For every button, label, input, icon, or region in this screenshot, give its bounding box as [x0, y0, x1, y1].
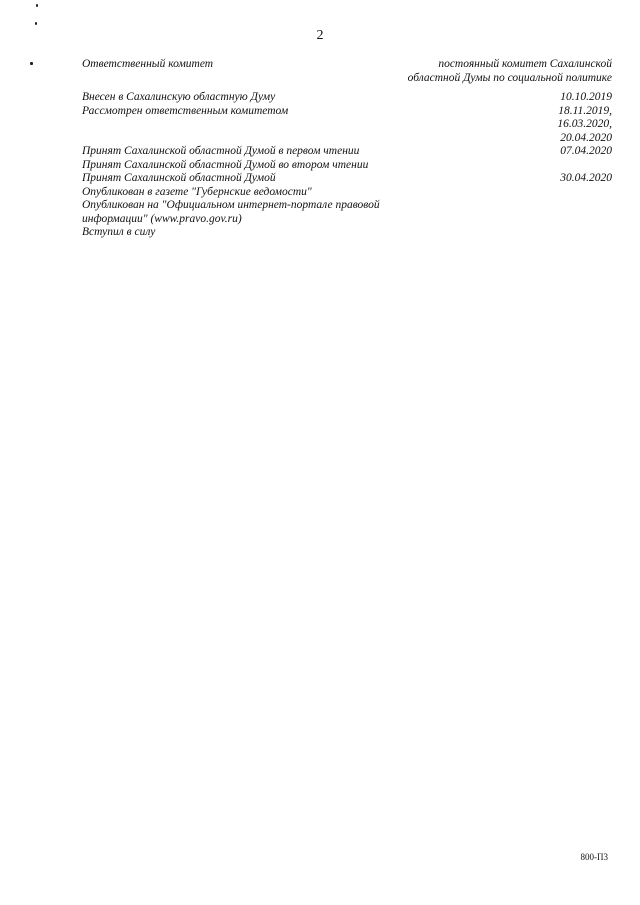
row-date: 20.04.2020 — [560, 131, 612, 144]
row-label: Ответственный комитет — [82, 58, 214, 70]
row-dates — [402, 105, 612, 146]
row-date: 30.04.2020 — [560, 172, 612, 184]
document-code: 800-П3 — [580, 852, 608, 862]
row-date: 16.03.2020, — [557, 118, 612, 130]
row-date: 18.11.2019, — [558, 104, 612, 117]
committee-name: постоянный комитет Сахалинской областной Думы по социальной политике — [407, 58, 612, 84]
row-date: 07.04.2020 — [560, 145, 612, 157]
row-label: Внесен в Сахалинскую областную Думу — [82, 91, 276, 103]
document-body — [82, 58, 612, 240]
published-portal-row — [82, 199, 612, 226]
row-label: Принят Сахалинской областной Думой во втором чтении — [82, 158, 369, 171]
scan-speck — [35, 22, 37, 25]
row-label: Рассмотрен ответственным комитетом — [82, 104, 289, 117]
entered-into-force-row — [82, 226, 612, 240]
row-label: Принят Сахалинской областной Думой в первом чтении — [82, 145, 360, 157]
scan-speck — [36, 4, 38, 7]
submitted-row — [82, 91, 612, 105]
responsible-committee-row — [82, 58, 612, 85]
published-newspaper-row — [82, 186, 612, 200]
first-reading-row — [82, 145, 612, 159]
scan-speck — [30, 62, 33, 65]
reviewed-row — [82, 105, 612, 146]
row-label: Опубликован на "Официальном интернет-портале правовой информации" (www.pravo.gov.ru) — [82, 199, 380, 225]
page-number: 2 — [316, 28, 324, 43]
row-label: Принят Сахалинской областной Думой — [82, 172, 276, 184]
second-reading-row — [82, 159, 612, 173]
row-label: Опубликован в газете "Губернские ведомости" — [82, 185, 312, 198]
adopted-row — [82, 172, 612, 186]
row-date: 10.10.2019 — [560, 91, 612, 103]
row-label: Вступил в силу — [82, 226, 156, 238]
